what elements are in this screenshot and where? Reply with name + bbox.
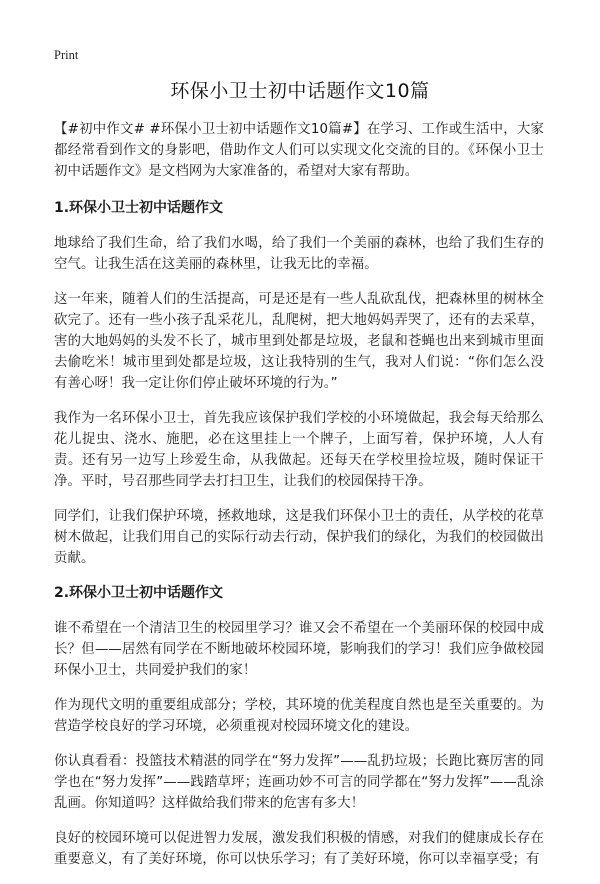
section-2-paragraph: 谁不希望在一个清洁卫生的校园里学习？谁又会不希望在一个美丽环保的校园中成长？但——居然有同学在不断地破坏校园环境，影响我们的学习！我们应争做校园环保小卫士，共同爱护我们的家！ (54, 621, 544, 678)
print-link[interactable]: Print (54, 48, 79, 62)
page-title: 环保小卫士初中话题作文10篇 (170, 80, 430, 102)
article-body (54, 119, 544, 884)
section-1-heading: 1.环保小卫士初中话题作文 (54, 200, 224, 216)
section-1-paragraph: 同学们，让我们保护环境，拯救地球，这是我们环保小卫士的责任，从学校的花草树木做起，让我们用自己的实际行动去行动，保护我们的绿化，为我们的校园做出贡献。 (54, 509, 544, 566)
section-1-paragraph: 地球给了我们生命，给了我们水喝，给了我们一个美丽的森林，也给了我们生存的空气。让我生活在这美丽的森林里，让我无比的幸福。 (54, 236, 544, 272)
intro-paragraph: 【#初中作文# #环保小卫士初中话题作文10篇#】在学习、工作或生活中，大家都经常看到作文的身影吧，借助作文人们可以实现文化交流的目的。《环保小卫士初中话题作文》是文档网为大家准备的，希望对大家有帮助。 (54, 122, 544, 179)
section-2-paragraph: 作为现代文明的重要组成部分；学校，其环境的优美程度自然也是至关重要的。为营造学校良好的学习环境，必须重视对校园环境文化的建设。 (54, 698, 544, 734)
section-2-paragraph: 你认真看看：投篮技术精湛的同学在“努力发挥”——乱扔垃圾；长跑比赛厉害的同学也在“努力发挥”——践踏草坪；连画功妙不可言的同学都在“努力发挥”——乱涂乱画。你知道吗？这样做给我们带来的危害有多大！ (54, 754, 544, 811)
section-1-paragraph: 我作为一名环保小卫士，首先我应该保护我们学校的小环境做起，我会每天给那么花儿捉虫、浇水、施肥，必在这里挂上一个牌子，上面写着，保护环境，人人有责。还有另一边写上珍爱生命，从我做起。还每天在学校里捡垃圾，随时保证干净。平时，号召那些同学去打扫卫生，让我们的校园保持干净。 (54, 411, 544, 489)
section-1-paragraph: 这一年来，随着人们的生活提高，可是还是有一些人乱砍乱伐，把森林里的树林全砍完了。还有一些小孩子乱采花儿，乱爬树，把大地妈妈弄哭了，还有的去采草，害的大地妈妈的头发不长了，城市里到处都是垃圾，老鼠和苍蝇也出来到城市里面去偷吃米！城市里到处都是垃圾，这让我特别的生气，我对人们说：“你们怎么没有善心呀！我一定让你们停止破坏环境的行为。” (54, 292, 544, 391)
section-2-paragraph: 良好的校园环境可以促进智力发展，激发我们积极的情感，对我们的健康成长存在重要意义，有了美好环境，你可以快乐学习；有了美好环境，你可以幸福享受；有 (54, 831, 544, 867)
section-2-heading: 2.环保小卫士初中话题作文 (54, 585, 224, 601)
